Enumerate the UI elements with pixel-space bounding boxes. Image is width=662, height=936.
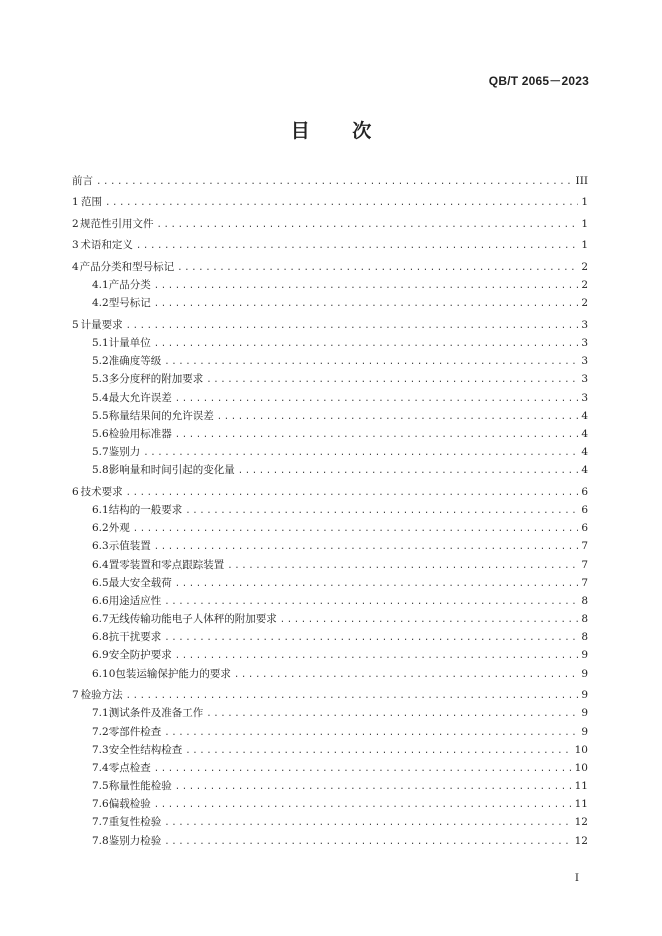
toc-entry-title: 检验方法 — [80, 689, 123, 702]
toc-entry-title: 最大安全载荷 — [108, 576, 172, 589]
toc-entry-title: 多分度秤的附加要求 — [108, 373, 204, 386]
toc-entry-page: 11 — [574, 798, 588, 811]
toc-entry-title: 产品分类和型号标记 — [79, 260, 175, 273]
toc-section-entry[interactable] — [72, 276, 588, 294]
toc-entry-title: 抗干扰要求 — [108, 631, 162, 644]
toc-chapter-entry[interactable] — [72, 236, 588, 254]
toc-entry-number: 6.5 — [92, 576, 109, 589]
toc-dot-leader — [136, 237, 578, 255]
toc-dot-leader — [175, 426, 579, 444]
toc-section-entry[interactable] — [72, 628, 588, 646]
toc-entry-number: 7.7 — [92, 816, 109, 829]
toc-entry-title: 鉴别力 — [108, 446, 141, 459]
toc-entry-number: 5.1 — [92, 336, 109, 349]
toc-dot-leader — [157, 216, 579, 234]
toc-section-entry[interactable] — [72, 443, 588, 461]
toc-entry-page: 7 — [581, 576, 588, 589]
toc-dot-leader — [185, 742, 571, 760]
toc-entry-number: 7.1 — [92, 707, 109, 720]
toc-entry-number: 6 — [72, 485, 79, 498]
toc-entry-page: 2 — [581, 297, 588, 310]
toc-entry-page: 8 — [581, 613, 588, 626]
toc-section-entry[interactable] — [72, 352, 588, 370]
toc-entry-number: 7.2 — [92, 725, 109, 738]
toc-entry-page: 11 — [574, 780, 588, 793]
toc-entry-number: 5.7 — [92, 446, 109, 459]
toc-entry-title: 前言 — [72, 175, 93, 187]
toc-entry-title: 零点检查 — [108, 761, 151, 774]
toc-dot-leader — [154, 295, 579, 313]
toc-entry-number: 6.6 — [92, 594, 109, 607]
toc-entry-page: 1 — [581, 217, 588, 230]
toc-entry-number: 4.2 — [92, 297, 109, 310]
toc-entry-title: 计量单位 — [108, 336, 151, 349]
toc-dot-leader — [164, 353, 578, 371]
toc-dot-leader — [96, 173, 573, 191]
toc-entry-page: 3 — [581, 336, 588, 349]
toc-dot-leader — [164, 593, 578, 611]
toc-section-entry[interactable] — [72, 610, 588, 628]
toc-entry-title: 规范性引用文件 — [80, 217, 154, 230]
toc-section-entry[interactable] — [72, 704, 588, 722]
toc-section-entry[interactable] — [72, 723, 588, 741]
toc-dot-leader — [185, 502, 578, 520]
toc-entry-title: 置零装置和零点跟踪装置 — [108, 558, 225, 571]
toc-entry-title: 安全防护要求 — [108, 649, 172, 662]
toc-entry-page: 3 — [581, 318, 588, 331]
toc-entry-title: 范围 — [80, 196, 102, 209]
toc-entry-title: 技术要求 — [80, 485, 123, 498]
toc-entry-number: 2 — [72, 217, 79, 230]
toc-chapter-entry[interactable] — [72, 316, 588, 334]
toc-dot-leader — [143, 444, 578, 462]
toc-entry-title: 准确度等级 — [108, 355, 162, 368]
toc-section-entry[interactable] — [72, 537, 588, 555]
toc-entry-number: 6.9 — [92, 649, 109, 662]
toc-dot-leader — [177, 259, 578, 277]
toc-dot-leader — [154, 796, 572, 814]
toc-entry-number: 5.8 — [92, 464, 109, 477]
toc-entry-page: 7 — [581, 558, 588, 571]
toc-dot-leader — [206, 705, 578, 723]
toc-section-entry[interactable] — [72, 556, 588, 574]
toc-entry-page: 9 — [581, 689, 588, 702]
toc-entry-number: 6.1 — [92, 503, 109, 516]
toc-dot-leader — [154, 335, 579, 353]
toc-section-entry[interactable] — [72, 501, 588, 519]
toc-chapter-entry[interactable] — [72, 686, 588, 704]
toc-entry-page: 6 — [581, 485, 588, 498]
toc-entry-page: 6 — [581, 503, 588, 516]
toc-entry-title: 检验用标准器 — [108, 427, 172, 440]
toc-entry-page: III — [575, 175, 588, 187]
toc-entry-number: 4.1 — [92, 279, 109, 292]
toc-entry-page: 9 — [581, 649, 588, 662]
toc-dot-leader — [175, 647, 579, 665]
toc-dot-leader — [164, 833, 571, 851]
toc-entry-number: 7 — [72, 689, 79, 702]
toc-entry-number: 1 — [72, 196, 79, 209]
toc-section-entry[interactable] — [72, 294, 588, 312]
toc-dot-leader — [126, 687, 579, 705]
toc-entry-number: 4 — [72, 260, 79, 273]
toc-entry-number: 6.3 — [92, 540, 109, 553]
toc-chapter-entry[interactable] — [72, 172, 588, 190]
toc-section-entry[interactable] — [72, 795, 588, 813]
toc-dot-leader — [234, 666, 578, 684]
toc-entry-title: 示值装置 — [108, 540, 151, 553]
toc-entry-title: 偏载检验 — [108, 798, 151, 811]
toc-dot-leader — [217, 408, 579, 426]
toc-entry-page: 1 — [581, 239, 588, 252]
toc-dot-leader — [227, 557, 578, 575]
toc-entry-page: 1 — [581, 196, 588, 209]
toc-entry-page: 4 — [581, 409, 588, 422]
toc-entry-title: 用途适应性 — [108, 594, 162, 607]
toc-chapter-entry[interactable] — [72, 193, 588, 211]
toc-entry-page: 10 — [574, 743, 588, 756]
toc-entry-page: 3 — [581, 355, 588, 368]
toc-entry-number: 5.2 — [92, 355, 109, 368]
toc-section-entry[interactable] — [72, 741, 588, 759]
toc-dot-leader — [175, 575, 579, 593]
toc-dot-leader — [105, 194, 578, 212]
toc-entry-title: 称量结果间的允许误差 — [108, 409, 214, 422]
toc-entry-number: 7.3 — [92, 743, 109, 756]
toc-section-entry[interactable] — [72, 461, 588, 479]
toc-entry-page: 12 — [574, 834, 588, 847]
toc-entry-number: 5.4 — [92, 391, 109, 404]
toc-entry-number: 6.7 — [92, 613, 109, 626]
toc-entry-title: 测试条件及准备工作 — [108, 707, 204, 720]
toc-entry-page: 9 — [581, 725, 588, 738]
toc-entry-number: 5.3 — [92, 373, 109, 386]
toc-dot-leader — [133, 520, 579, 538]
toc-entry-page: 3 — [581, 373, 588, 386]
toc-entry-title: 零部件检查 — [108, 725, 162, 738]
toc-entry-title: 鉴别力检验 — [108, 834, 162, 847]
toc-entry-number: 5.5 — [92, 409, 109, 422]
page-number: I — [574, 872, 579, 884]
toc-entry-page: 10 — [574, 761, 588, 774]
toc-entry-page: 7 — [581, 540, 588, 553]
toc-entry-title: 最大允许误差 — [108, 391, 172, 404]
toc-section-entry[interactable] — [72, 646, 588, 664]
toc-entry-title: 无线传输功能电子人体秤的附加要求 — [108, 613, 277, 626]
toc-dot-leader — [164, 814, 571, 832]
toc-dot-leader — [154, 538, 579, 556]
toc-entry-title: 计量要求 — [80, 318, 123, 331]
toc-section-entry[interactable] — [72, 574, 588, 592]
toc-section-entry[interactable] — [72, 334, 588, 352]
toc-entry-page: 8 — [581, 594, 588, 607]
toc-entry-number: 7.4 — [92, 761, 109, 774]
toc-entry-title: 称量性能检验 — [108, 780, 172, 793]
toc-chapter-entry[interactable] — [72, 258, 588, 276]
toc-section-entry[interactable] — [72, 777, 588, 795]
toc-dot-leader — [280, 611, 579, 629]
toc-entry-page: 9 — [581, 667, 588, 680]
toc-entry-page: 4 — [581, 427, 588, 440]
toc-entry-number: 7.8 — [92, 834, 109, 847]
toc-entry-number: 3 — [72, 239, 79, 252]
toc-dot-leader — [126, 317, 579, 335]
toc-chapter-entry[interactable] — [72, 215, 588, 233]
table-of-contents — [72, 172, 588, 850]
toc-entry-number: 5 — [72, 318, 79, 331]
document-code: QB/T 2065－2023 — [488, 74, 589, 88]
toc-entry-title: 包装运输保护能力的要求 — [115, 667, 231, 680]
page-title: 目 次 — [290, 120, 390, 142]
toc-section-entry[interactable] — [72, 759, 588, 777]
toc-entry-number: 6.2 — [92, 522, 109, 535]
toc-entry-title: 安全性结构检查 — [108, 743, 183, 756]
toc-section-entry[interactable] — [72, 592, 588, 610]
toc-entry-page: 3 — [581, 391, 588, 404]
toc-entry-page: 9 — [581, 707, 588, 720]
toc-dot-leader — [238, 462, 579, 480]
toc-section-entry[interactable] — [72, 832, 588, 850]
toc-entry-number: 6.10 — [92, 667, 116, 680]
toc-entry-page: 4 — [581, 464, 588, 477]
toc-chapter-entry[interactable] — [72, 483, 588, 501]
toc-dot-leader — [175, 390, 579, 408]
toc-section-entry[interactable] — [72, 389, 588, 407]
toc-entry-page: 4 — [581, 446, 588, 459]
toc-entry-page: 2 — [581, 279, 588, 292]
toc-dot-leader — [175, 778, 572, 796]
toc-entry-title: 术语和定义 — [80, 239, 133, 252]
toc-entry-number: 6.8 — [92, 631, 109, 644]
toc-entry-number: 5.6 — [92, 427, 109, 440]
toc-entry-title: 结构的一般要求 — [108, 503, 183, 516]
toc-dot-leader — [206, 371, 578, 389]
toc-section-entry[interactable] — [72, 407, 588, 425]
toc-entry-number: 6.4 — [92, 558, 109, 571]
toc-entry-title: 产品分类 — [108, 279, 151, 292]
toc-entry-page: 12 — [574, 816, 588, 829]
toc-dot-leader — [154, 277, 579, 295]
toc-entry-page: 8 — [581, 631, 588, 644]
toc-dot-leader — [126, 484, 579, 502]
toc-dot-leader — [164, 629, 578, 647]
toc-entry-page: 6 — [581, 522, 588, 535]
toc-entry-title: 重复性检验 — [108, 816, 162, 829]
toc-entry-page: 2 — [581, 260, 588, 273]
toc-entry-title: 外观 — [108, 522, 130, 535]
toc-section-entry[interactable] — [72, 370, 588, 388]
toc-entry-title: 型号标记 — [108, 297, 151, 310]
toc-section-entry[interactable] — [72, 425, 588, 443]
toc-section-entry[interactable] — [72, 813, 588, 831]
toc-section-entry[interactable] — [72, 519, 588, 537]
toc-entry-title: 影响量和时间引起的变化量 — [108, 464, 235, 477]
toc-section-entry[interactable] — [72, 665, 588, 683]
toc-entry-number: 7.6 — [92, 798, 109, 811]
toc-dot-leader — [164, 724, 578, 742]
toc-entry-number: 7.5 — [92, 780, 109, 793]
toc-dot-leader — [154, 760, 572, 778]
